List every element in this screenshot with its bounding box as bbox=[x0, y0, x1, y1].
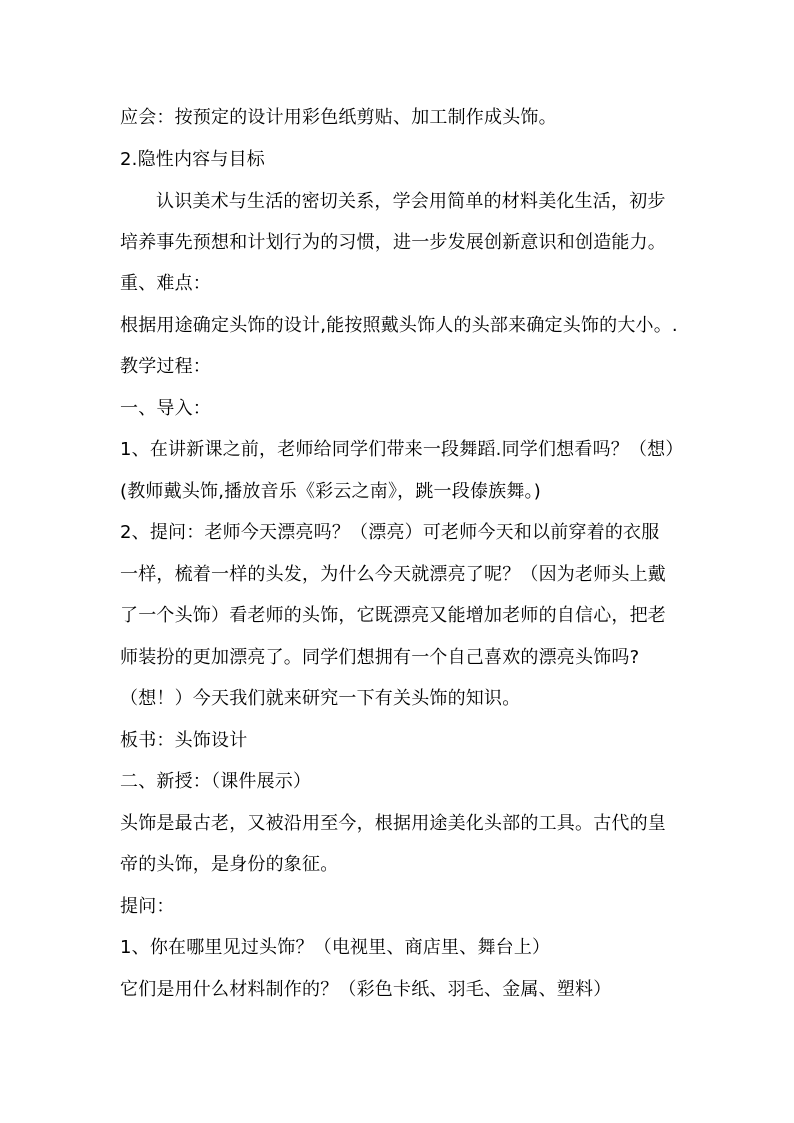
paragraph-line: 认识美术与生活的密切关系，学会用简单的材料美化生活，初步 bbox=[156, 191, 666, 212]
paragraph-line: 了一个头饰）看老师的头饰，它既漂亮又能增加老师的自信心，把老 bbox=[120, 605, 666, 626]
paragraph-line: 根据用途确定头饰的设计,能按照戴头饰人的头部来确定头饰的大小。. bbox=[120, 315, 678, 336]
paragraph-line: 一样，梳着一样的头发，为什么今天就漂亮了呢？（因为老师头上戴 bbox=[120, 564, 666, 585]
paragraph-line: 师装扮的更加漂亮了。同学们想拥有一个自己喜欢的漂亮头饰吗? bbox=[120, 647, 640, 668]
heading-introduction: 一、导入： bbox=[120, 398, 211, 419]
paragraph-line: 头饰是最古老，又被沿用至今，根据用途美化头部的工具。古代的皇 bbox=[120, 813, 666, 834]
heading-hidden-content: 2.隐性内容与目标 bbox=[120, 149, 265, 170]
paragraph-line: 它们是用什么材料制作的？（彩色卡纸、羽毛、金属、塑料） bbox=[120, 979, 612, 1000]
paragraph-line: 2、提问：老师今天漂亮吗？（漂亮）可老师今天和以前穿着的衣服 bbox=[120, 522, 660, 543]
paragraph-line: 帝的头饰，是身份的象征。 bbox=[120, 854, 339, 875]
heading-key-points: 重、难点： bbox=[120, 273, 211, 294]
heading-new-lesson: 二、新授：（课件展示） bbox=[120, 771, 312, 792]
heading-blackboard: 板书：头饰设计 bbox=[120, 730, 248, 751]
paragraph-line: 1、在讲新课之前，老师给同学们带来一段舞蹈.同学们想看吗？（想） bbox=[120, 439, 684, 460]
paragraph-line: 培养事先预想和计划行为的习惯，进一步发展创新意识和创造能力。 bbox=[120, 232, 666, 253]
heading-teaching-process: 教学过程： bbox=[120, 356, 211, 377]
text-line-goal-ability: 应会：按预定的设计用彩色纸剪贴、加工制作成头饰。 bbox=[120, 107, 557, 128]
heading-question: 提问： bbox=[120, 896, 175, 917]
paragraph-line: （想！）今天我们就来研究一下有关头饰的知识。 bbox=[120, 688, 521, 709]
paragraph-line: (教师戴头饰,播放音乐《彩云之南》，跳一段傣族舞。) bbox=[120, 481, 541, 502]
paragraph-line: 1、你在哪里见过头饰？（电视里、商店里、舞台上） bbox=[120, 937, 551, 958]
